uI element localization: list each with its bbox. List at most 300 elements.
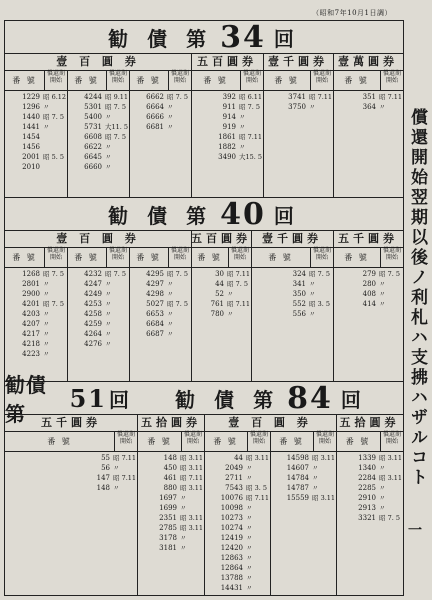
- redemption-period: 〃: [239, 143, 246, 151]
- redemption-period: 〃: [43, 280, 50, 288]
- row-list: [5, 268, 67, 360]
- serial-number: 6608: [84, 133, 102, 141]
- table-row: [191, 102, 263, 112]
- serial-number: 5301: [84, 103, 102, 111]
- row-list: [333, 268, 403, 310]
- serial-number: 6660: [84, 163, 102, 171]
- table-row: [204, 573, 270, 583]
- table-row: [5, 269, 67, 279]
- redemption-period: 昭 7. 5: [105, 103, 126, 111]
- serial-number: 1882: [218, 143, 236, 151]
- serial-number: 1296: [22, 103, 40, 111]
- serial-number: 919: [222, 123, 236, 131]
- table-row: [204, 523, 270, 533]
- table-row: [336, 503, 403, 513]
- table-row: [138, 453, 204, 463]
- redemption-period: 昭 7.11: [113, 454, 137, 462]
- column-header: [5, 432, 137, 452]
- table-row: [5, 319, 67, 329]
- table-row: [251, 299, 333, 309]
- redemption-period: 〃: [167, 113, 174, 121]
- redemption-period: 〃: [167, 320, 174, 328]
- issue-84-grid: [138, 415, 403, 595]
- row-list: [67, 91, 129, 173]
- serial-number: 4259: [84, 320, 102, 328]
- redemption-start-header: 償還期開始: [116, 431, 135, 445]
- redemption-period: 昭 3.11: [379, 454, 403, 462]
- table-row: [336, 483, 403, 493]
- serial-number: 4258: [84, 310, 102, 318]
- table-row: [270, 483, 336, 493]
- row-list: [333, 91, 403, 113]
- side-note: 償還開始翌期以後ノ利札ハ支拂ハザルコト: [407, 108, 427, 488]
- serial-number: 414: [362, 300, 376, 308]
- table-row: [333, 299, 403, 309]
- table-row: [336, 513, 403, 523]
- redemption-period: 〃: [43, 330, 50, 338]
- issue-label: 勧 債 第: [175, 387, 280, 412]
- column-header: [204, 432, 270, 452]
- table-row: [191, 309, 251, 319]
- serial-number: 3750: [288, 103, 306, 111]
- serial-number-header: 番 號: [204, 432, 248, 451]
- redemption-period: 〃: [246, 474, 253, 482]
- serial-number: 4264: [84, 330, 102, 338]
- redemption-period: 昭 3.11: [312, 454, 336, 462]
- table-row: [191, 299, 251, 309]
- redemption-period: 昭 7. 5: [105, 270, 126, 278]
- table-row: [5, 349, 67, 359]
- redemption-start-header: 償還期開始: [312, 247, 331, 261]
- redemption-period: 〃: [227, 290, 234, 298]
- redemption-period: 〃: [309, 280, 316, 288]
- serial-number: 4247: [84, 280, 102, 288]
- table-row: [5, 309, 67, 319]
- redemption-period: 〃: [43, 290, 50, 298]
- redemption-period: 〃: [246, 554, 253, 562]
- serial-number: 3321: [358, 514, 376, 522]
- serial-number: 7543: [225, 484, 243, 492]
- redemption-period: 昭 5. 5: [43, 153, 64, 161]
- issue-suffix: 回: [273, 203, 300, 228]
- redemption-period: 昭 3.11: [379, 474, 403, 482]
- table-row: [67, 339, 129, 349]
- row-list: [270, 452, 336, 504]
- table-row: [336, 493, 403, 503]
- redemption-start-header: 償還期開始: [170, 70, 189, 84]
- serial-number: 6662: [146, 93, 164, 101]
- table-row: [5, 299, 67, 309]
- table-row: [270, 493, 336, 503]
- redemption-period: [42, 132, 67, 142]
- table-row: [5, 483, 137, 493]
- table-row: [67, 319, 129, 329]
- redemption-period: 〃: [379, 300, 386, 308]
- redemption-period: 大15. 5: [239, 153, 263, 161]
- table-row: [333, 289, 403, 299]
- serial-number: 12420: [220, 544, 243, 552]
- redemption-period: 昭 7. 5: [239, 103, 260, 111]
- serial-number: 12863: [220, 554, 243, 562]
- serial-number: 13788: [220, 574, 243, 582]
- redemption-period: 〃: [43, 103, 50, 111]
- row-list: [67, 268, 129, 350]
- serial-number: 880: [163, 484, 177, 492]
- serial-number: 6653: [146, 310, 164, 318]
- redemption-period: 昭 3. 5: [246, 484, 267, 492]
- redemption-period: 〃: [43, 123, 50, 131]
- issue-number: 40: [220, 196, 266, 232]
- serial-number: 279: [362, 270, 376, 278]
- table-row: [67, 309, 129, 319]
- serial-number: 10274: [220, 524, 243, 532]
- table-row: [270, 463, 336, 473]
- table-row: [251, 309, 333, 319]
- table-row: [67, 289, 129, 299]
- table-row: [191, 142, 263, 152]
- table-row: [5, 122, 67, 132]
- table-row: [67, 142, 129, 152]
- redemption-period: 〃: [309, 290, 316, 298]
- issue-number: 84: [287, 380, 333, 416]
- redemption-period: 〃: [379, 484, 386, 492]
- redemption-period: 〃: [105, 280, 112, 288]
- table-row: [333, 269, 403, 279]
- serial-number: 2711: [225, 474, 243, 482]
- table-row: [5, 279, 67, 289]
- table-row: [333, 279, 403, 289]
- redemption-period: 〃: [105, 340, 112, 348]
- column-group: [204, 432, 271, 595]
- serial-number: 408: [362, 290, 376, 298]
- issue-number: 34: [220, 19, 266, 55]
- redemption-period: 〃: [246, 574, 253, 582]
- table-row: [129, 309, 191, 319]
- table-row: [5, 152, 67, 162]
- redemption-start-header: 償還期開始: [382, 70, 401, 84]
- redemption-period: 昭 3.11: [180, 514, 204, 522]
- serial-number: 4297: [146, 280, 164, 288]
- table-row: [333, 102, 403, 112]
- column-group: [333, 71, 403, 197]
- table-row: [67, 162, 129, 172]
- serial-number: 30: [215, 270, 224, 278]
- redemption-period: 昭 3.11: [180, 454, 204, 462]
- serial-number-header: 番 號: [5, 432, 115, 451]
- denomination-section: [333, 54, 403, 197]
- table-row: [138, 493, 204, 503]
- redemption-period: 〃: [105, 163, 112, 171]
- redemption-period: 〃: [113, 484, 120, 492]
- row-list: [129, 91, 191, 133]
- column-group: [129, 248, 191, 381]
- redemption-period: 〃: [246, 514, 253, 522]
- serial-number: 4244: [84, 93, 102, 101]
- redemption-start-header: 償還期開始: [312, 70, 331, 84]
- table-row: [138, 523, 204, 533]
- serial-number: 4217: [22, 330, 40, 338]
- table-row: [5, 112, 67, 122]
- serial-number: 10273: [220, 514, 243, 522]
- issue-51-grid: [5, 415, 138, 595]
- table-row: [67, 329, 129, 339]
- redemption-start-header: 償還期開始: [108, 70, 127, 84]
- table-row: [204, 513, 270, 523]
- serial-number: 1229: [22, 93, 40, 101]
- serial-number: 450: [163, 464, 177, 472]
- redemption-period: 昭 7. 5: [379, 514, 400, 522]
- serial-number: 14607: [286, 464, 309, 472]
- table-row: [251, 289, 333, 299]
- serial-number: 6687: [146, 330, 164, 338]
- redemption-period: 昭 7.11: [227, 270, 251, 278]
- serial-number: 761: [210, 300, 224, 308]
- serial-number: 4298: [146, 290, 164, 298]
- table-row: [251, 279, 333, 289]
- table-row: [5, 289, 67, 299]
- redemption-start-header: 償還期開始: [230, 247, 249, 261]
- serial-number: 1456: [22, 143, 40, 151]
- redemption-period: 〃: [312, 484, 319, 492]
- redemption-period: 〃: [167, 123, 174, 131]
- column-group: [129, 71, 191, 197]
- issue-40-header: [5, 198, 403, 230]
- redemption-period: 〃: [105, 113, 112, 121]
- redemption-period: 〃: [180, 544, 187, 552]
- serial-number: 4253: [84, 300, 102, 308]
- page-number: 一: [408, 523, 422, 539]
- table-row: [191, 289, 251, 299]
- table-row: [129, 319, 191, 329]
- table-row: [5, 453, 137, 463]
- serial-number: 1441: [22, 123, 40, 131]
- table-row: [129, 329, 191, 339]
- serial-number: 2900: [22, 290, 40, 298]
- serial-number: 351: [362, 93, 376, 101]
- date-note: （昭和7年10月1日調）: [312, 9, 392, 17]
- serial-number: 44: [215, 280, 224, 288]
- column-group: [138, 432, 204, 595]
- redemption-start-header: 償還期開始: [46, 247, 65, 261]
- serial-number: 5731: [84, 123, 102, 131]
- serial-number-header: 番 號: [333, 248, 381, 267]
- column-group: [191, 71, 263, 197]
- redemption-period: 〃: [246, 534, 253, 542]
- table-row: [270, 453, 336, 463]
- table-row: [191, 269, 251, 279]
- redemption-start-header: 償還期開始: [183, 431, 202, 445]
- serial-number: 552: [292, 300, 306, 308]
- serial-number: 2910: [358, 494, 376, 502]
- table-row: [5, 329, 67, 339]
- column-group: [336, 432, 403, 595]
- denomination-section: [336, 415, 403, 595]
- table-row: [67, 122, 129, 132]
- table-row: [67, 102, 129, 112]
- redemption-period: 〃: [309, 103, 316, 111]
- serial-number: 1699: [159, 504, 177, 512]
- denomination-section: [251, 231, 334, 381]
- redemption-start-header: 償還期開始: [170, 247, 189, 261]
- denomination-section: [5, 54, 192, 197]
- redemption-period: 〃: [246, 504, 253, 512]
- column-group: [5, 432, 137, 595]
- table-row: [138, 543, 204, 553]
- redemption-period: 〃: [379, 290, 386, 298]
- redemption-period: 昭 7.11: [309, 93, 333, 101]
- serial-number: 4223: [22, 350, 40, 358]
- serial-number: 911: [222, 103, 236, 111]
- table-row: [204, 503, 270, 513]
- column-header: [129, 248, 191, 268]
- redemption-start-header: 償還期開始: [249, 431, 268, 445]
- column-header: [67, 71, 129, 91]
- table-row: [336, 453, 403, 463]
- denomination-section: [5, 415, 137, 595]
- denomination-title: 壹 百 圓 券: [5, 54, 191, 71]
- denomination-section: [138, 415, 205, 595]
- redemption-period: 〃: [105, 330, 112, 338]
- table-row: [336, 463, 403, 473]
- redemption-period: 昭 9.11: [105, 93, 129, 101]
- table-row: [5, 102, 67, 112]
- table-row: [67, 92, 129, 102]
- table-row: [129, 279, 191, 289]
- row-list: [204, 452, 270, 594]
- serial-number-header: 番 號: [191, 71, 241, 90]
- redemption-period: 昭 6.11: [239, 93, 263, 101]
- serial-number: 1340: [358, 464, 376, 472]
- serial-number: 5400: [84, 113, 102, 121]
- redemption-period: 〃: [167, 310, 174, 318]
- serial-number: 2010: [22, 163, 40, 171]
- table-row: [138, 533, 204, 543]
- serial-number: 4295: [146, 270, 164, 278]
- table-row: [67, 299, 129, 309]
- serial-number: 12419: [220, 534, 243, 542]
- serial-number: 6681: [146, 123, 164, 131]
- serial-number-header: 番 號: [67, 71, 107, 90]
- redemption-period: 昭 3.11: [246, 454, 270, 462]
- redemption-start-header: 償還期開始: [315, 431, 334, 445]
- denomination-title: 五千圓券: [5, 415, 137, 432]
- redemption-period: 〃: [167, 103, 174, 111]
- column-header: [129, 71, 191, 91]
- column-group: [251, 248, 333, 381]
- serial-number: 3181: [159, 544, 177, 552]
- redemption-period: 〃: [105, 300, 112, 308]
- table-row: [138, 513, 204, 523]
- serial-number: 1861: [218, 133, 236, 141]
- serial-number: 3490: [218, 153, 236, 161]
- issue-34-grid: [5, 54, 403, 197]
- redemption-period: 〃: [379, 280, 386, 288]
- denomination-title: 壹 百 圓 券: [204, 415, 336, 432]
- table-row: [138, 463, 204, 473]
- row-list: [251, 268, 333, 320]
- redemption-period: 〃: [312, 464, 319, 472]
- issue-label: 勧 債 第: [108, 26, 213, 51]
- table-row: [204, 453, 270, 463]
- table-row: [204, 563, 270, 573]
- redemption-period: 〃: [309, 310, 316, 318]
- redemption-period: 昭 7.11: [246, 494, 270, 502]
- redemption-period: 昭 3.11: [180, 484, 204, 492]
- redemption-period: 昭 7. 5: [43, 270, 64, 278]
- serial-number: 3741: [288, 93, 306, 101]
- row-list: [191, 91, 263, 163]
- redemption-period: 〃: [246, 464, 253, 472]
- table-row: [5, 463, 137, 473]
- serial-number: 280: [362, 280, 376, 288]
- column-header: [263, 71, 333, 91]
- table-row: [129, 269, 191, 279]
- serial-number: 350: [292, 290, 306, 298]
- redemption-period: 〃: [180, 504, 187, 512]
- denomination-title: 壹萬圓券: [333, 54, 403, 71]
- redemption-start-header: 償還期開始: [242, 70, 261, 84]
- redemption-period: 〃: [43, 340, 50, 348]
- serial-number: 2801: [22, 280, 40, 288]
- serial-number: 914: [222, 113, 236, 121]
- serial-number: 3178: [159, 534, 177, 542]
- denomination-section: [263, 54, 334, 197]
- denomination-section: [333, 231, 403, 381]
- column-header: [251, 248, 333, 268]
- column-header: [333, 71, 403, 91]
- serial-number: 6664: [146, 103, 164, 111]
- redemption-period: 〃: [239, 123, 246, 131]
- serial-number: 4249: [84, 290, 102, 298]
- column-group: [67, 248, 130, 381]
- redemption-period: 昭 7. 5: [167, 300, 188, 308]
- redemption-period: 〃: [312, 474, 319, 482]
- table-row: [129, 92, 191, 102]
- denomination-title: 五百圓券: [191, 54, 263, 71]
- redemption-period: 〃: [43, 320, 50, 328]
- redemption-period: 昭 3.11: [180, 524, 204, 532]
- serial-number-header: 番 號: [251, 248, 311, 267]
- serial-number: 10098: [220, 504, 243, 512]
- column-group: [5, 71, 68, 197]
- denomination-title: 壹千圓券: [263, 54, 333, 71]
- issue-label: 勧 債 第: [108, 203, 213, 228]
- redemption-period: 昭 7. 5: [379, 270, 400, 278]
- serial-number: 14598: [286, 454, 309, 462]
- redemption-period: 〃: [246, 564, 253, 572]
- serial-number: 324: [292, 270, 306, 278]
- serial-number: 1454: [22, 133, 40, 141]
- redemption-period: 〃: [105, 290, 112, 298]
- table-row: [138, 483, 204, 493]
- serial-number-header: 番 號: [270, 432, 314, 451]
- column-group: [333, 248, 403, 381]
- redemption-period: 昭 7. 5: [227, 280, 248, 288]
- redemption-period: 昭 3.11: [180, 464, 204, 472]
- serial-number: 4218: [22, 340, 40, 348]
- table-row: [204, 583, 270, 593]
- column-header: [138, 432, 204, 452]
- serial-number: 6684: [146, 320, 164, 328]
- serial-number: 1268: [22, 270, 40, 278]
- redemption-period: 〃: [105, 310, 112, 318]
- serial-number: 4232: [84, 270, 102, 278]
- denomination-title: 五拾圓券: [138, 415, 204, 432]
- denomination-title: 壹 百 圓 券: [5, 231, 191, 248]
- redemption-period: [42, 142, 67, 152]
- issue-suffix: 回: [273, 26, 300, 51]
- serial-number-header: 番 號: [138, 432, 182, 451]
